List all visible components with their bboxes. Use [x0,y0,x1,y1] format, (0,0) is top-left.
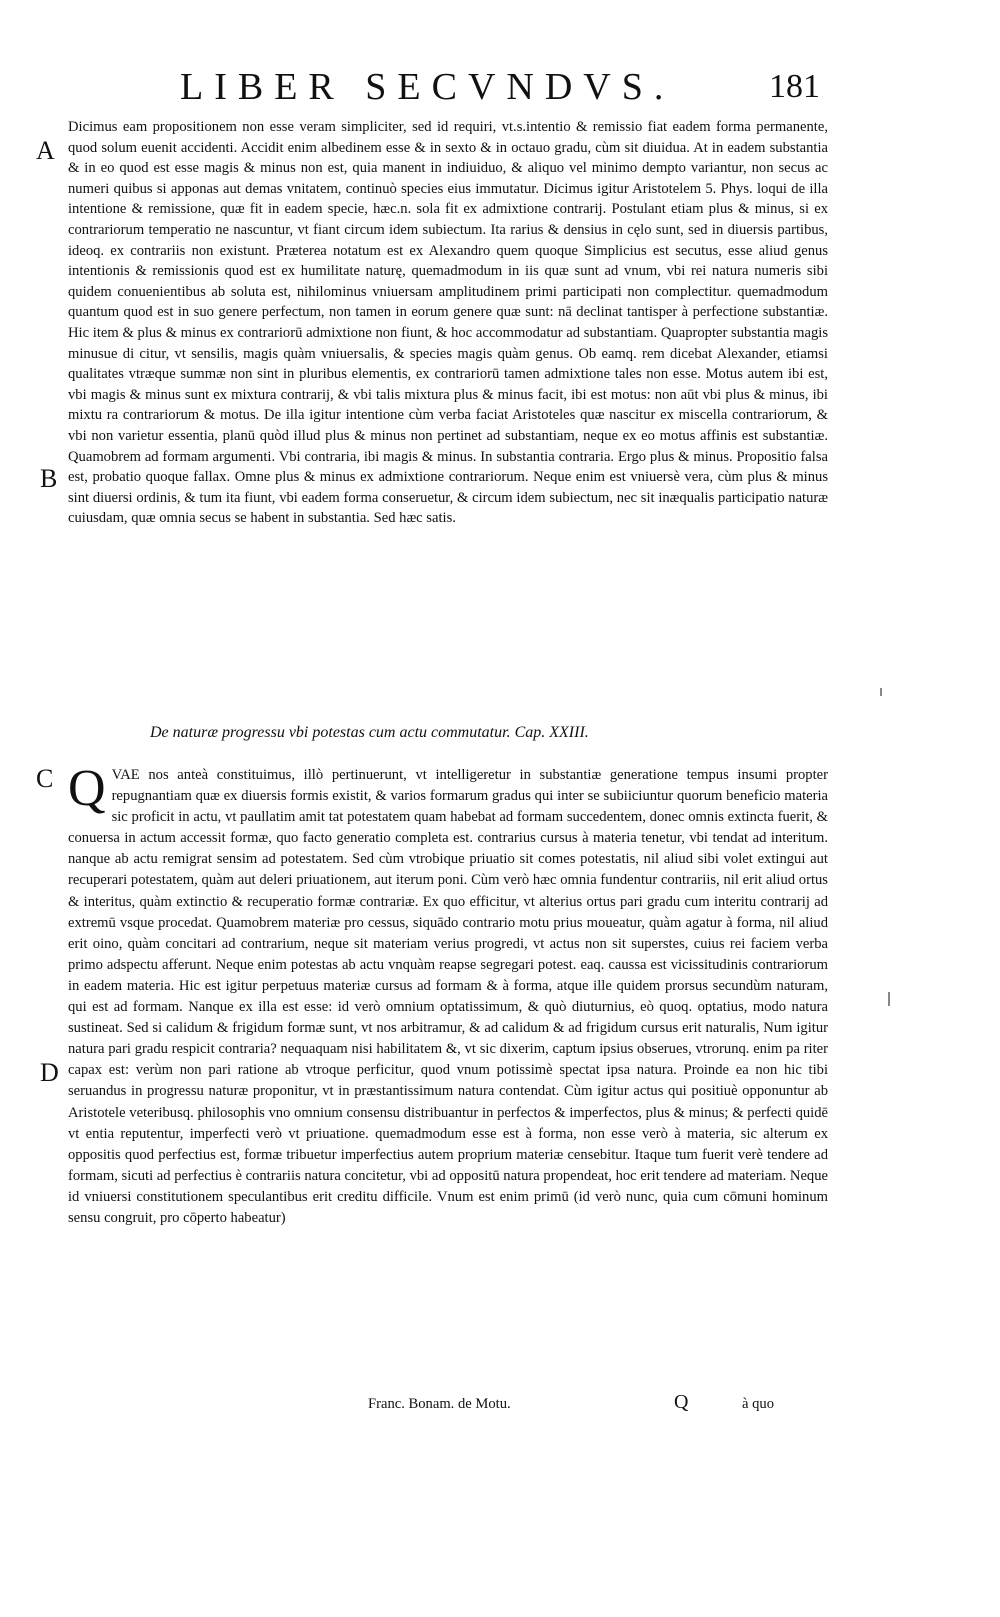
drop-cap: Q [68,760,106,817]
chapter-heading: De naturæ progressu vbi potestas cum actu commutatur. Cap. XXIII. [150,724,589,741]
body-paragraph-1: Dicimus eam propositionem non esse veram simpliciter, sed id requiri, vt.s.intentio & remissio fiat eadem forma permanente, quod solum euenit accidenti. Accidit enim albedinem esse & in sexto & in octauo gradu, cùm sit diuidua. At in eadem substantia & in eo quod est esse magis & minus non est, quia manent in indiuiduo, & aliquo vel minimo dempto variantur, non secus ac numeri quibus si apponas aut demas vnitatem, continuò species eius immutatur. Dicimus igitur Aristotelem 5. Phys. loqui de illa intentione & remissione, quæ fit in eadem specie, hæc.n. sola fit ex admixtione contrarij. Postulant etiam plus & minus, si ex contrariorum temperatio ne nascuntur, vt fiant circum idem subiectum. Ita rarius & densius in cęlo sunt, sed in diuersis partibus, ideoq. ex contrariis non existunt. Præterea notatum est ex Alexandro quem quoque Simplicius est secutus, esse aliud genus intentionis & remissionis quod est ex humilitate naturę, quemadmodum in iis quæ sunt ad vnum, vbi rei natura numeris sibi quidem conuenientibus ab soluta est, nihilominus vniuersam amplitudinem primi participati non complectitur. quemadmodum quantum quod est in suo genere perfectum, non tamen in eorum genere quæ sunt: nā declinat tantisper à perfectione substantiæ. Hic item & plus & minus ex contrariorū admixtione non fiunt, & hoc accommodatur ad substantiam. Quapropter substantia magis minusue di citur, vt sensilis, magis quàm vniuersalis, & species magis quàm genus. Ob eamq. rem dicebat Alexander, etiamsi qualitates vtræque summæ non sint in pluribus elementis, ex contrariorū tamen admixtione tales non esse. Motus autem ibi est, vbi magis & minus sunt ex mixtura contrarij, & vbi talis mixtura plus & minus facit, ibi est motus: non aūt vbi plus & minus, ibi mixtu ra contrariorum & motus. De illa igitur intentione cùm verba faciat Aristoteles quæ nascitur ex miscella contrariorum, & vbi non varietur essentia, planū quòd illud plus & minus non pertinet ad substantiam, neque ex eo motus affinis est substantiæ. Quamobrem ad formam argumenti. Vbi contraria, ibi magis & minus. In substantia contraria. Ergo plus & minus. Propositio falsa est, probatio quoque fallax. Omne plus & minus ex admixtione contrariorum. Neque enim est vniuersè vera, cùm plus & minus sint diuersi ordinis, & tum ita fiunt, vbi eadem forma conseruetur, & circum idem subiectum, nec sit inæqualis participatio naturæ cuiusdam, quæ omnia secus se habent in substantia. Sed hæc satis. [68,119,828,527]
page-number: 181 [769,68,820,105]
signature-mark: Q [674,1391,689,1413]
running-head [180,62,820,112]
marginal-letter-c: C [36,764,54,793]
marginal-letter-d: D [40,1058,59,1087]
marginal-letter-b: B [40,464,58,493]
page-speck [880,688,882,696]
signature-line: Franc. Bonam. de Motu. [368,1396,511,1412]
marginal-letter-a: A [36,136,55,165]
footer-line [368,1392,828,1416]
page-speck [888,992,890,1006]
body-paragraph-2 [68,760,828,1229]
body-paragraph-2-text: VAE nos anteà constituimus, illò pertinuerunt, vt intelligeretur in substantiæ generatione tempus insumi propter repugnantiam quæ ex diuersis formis existit, & varios formarum gradus qui inter se subiiciuntur quorum beneficio materia sic proficit in actu, vt paullatim amit tat potestatem quam habebat ad formam succedentem, donec omnis extincta fuerit, & conuersa in actum accessit formæ, quo facto generatio completa est. contrarius cursus à materia tenetur, vbi tendat ad interitum. nanque ab actu remigrat sensim ad potestatem. Sed cùm vtrobique priuatio sit comes potestatis, nil aliud sibi volet extingui aut recuperari potestatem, quàm aut deleri priuationem, aut iterum poni. Cùm verò hæc omnia fundentur contrariis, nil erit aliud ortus & interitus, quàm extinctio & recuperatio formæ contrariæ. Ex quo efficitur, vt alterius ortus pari gradu cum interitu contrarij ad extremū vsque procedat. Quamobrem materiæ pro cessus, siquādo contrario motu prius moueatur, quàm agatur à forma, nil aliud erit oino, quàm concitari ad contrarium, neque sit materiam verius progredi, vt actus non sit superstes, cuius rei faciem verba primo adspectu afferunt. Neque enim potestas ab actu vnquàm reapse segregari potest. eaq. caussa est vicissitudinis contrariorum in eadem materia. Hic est igitur perpetuus materiæ cursus ad formam & à forma, atque ille quidem prorsus secundùm naturam, qui est ad formam. Nanque ex illa est esse: id verò omnium optatissimum, & quò diuturnius, eò quoq. optatius, modo natura sustineat. Sed si calidum & frigidum formæ sunt, vt nos arbitramur, & ad calidum & ad frigidum cursus erit naturalis, Num igitur natura pari gradu respicit contraria? nequaquam nisi habilitatem &, vt sic dixerim, captum ipsius obserues, vtrorunq. enim pa riter capax est: verùm non pari ratione ab vtroque perficitur, quod vnum potissimè spectat ipsa natura. Proinde ea non hic tibi seruandus in progressu naturæ proponitur, vt in præstantissimum natura contendat. Cùm igitur actus qui positiuè opponuntur ab Aristotele veteribusq. philosophis vno omnium consensu distribuantur in perfectos & imperfectos, plus & minus; & perfecti quidē vt entia reputentur, imperfecti verò vt priuatione. quemadmodum esse est à forma, non esse verò à materia, sic alterum ex oppositis quod perfectius est, formæ tribuetur imperfectius autem proprium materiæ censebitur. Itaque tum fuerit verè tendere ad formam, sicuti ad perfectius è contrariis natura concitetur, vbi ad oppositū natura propendeat, hoc erit tendere ad materiam. Neque id vniuersi constitutionem speculantibus erit creditu difficile. Vnum est enim primū (id verò nunc, quia cum cōmuni hominum sensu congruit, pro cōperto habeatur) [68,767,828,1226]
catchword: à quo [742,1396,775,1412]
running-head-title: LIBER SECVNDVS. [180,66,675,108]
